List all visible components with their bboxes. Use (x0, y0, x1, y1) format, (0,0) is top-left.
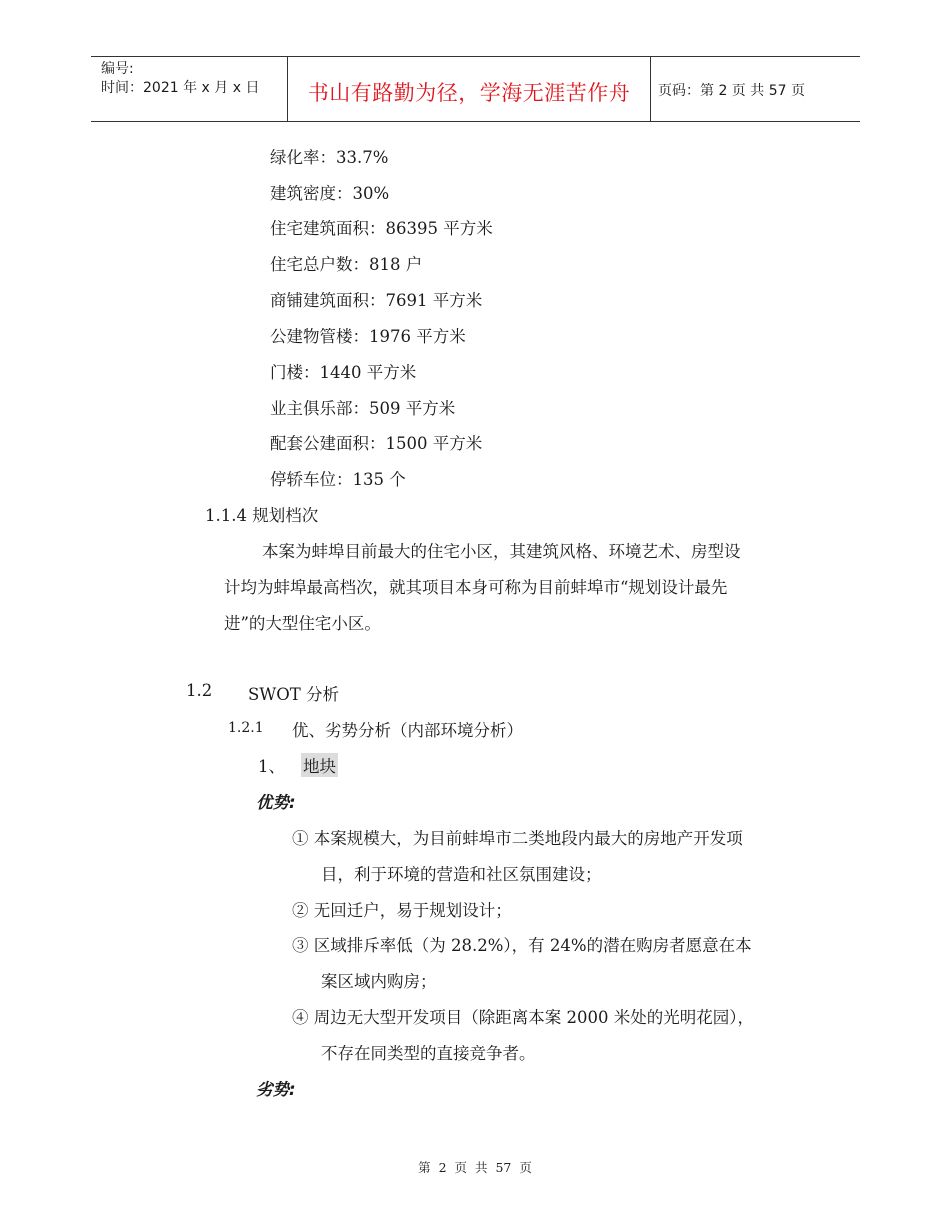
header-page-label: 页码：第 2 页 共 57 页 (658, 83, 805, 99)
advantage-line: ② 无回迁户，易于规划设计； (292, 901, 512, 920)
advantage-line: 目，利于环境的营造和社区氛围建设； (321, 865, 602, 884)
header-motto: 书山有路勤为径，学海无涯苦作舟 (307, 81, 631, 105)
stat-line: 公建物管楼：1976 平方米 (270, 327, 466, 346)
section-title-1-2: SWOT 分析 (248, 685, 340, 704)
stat-line: 停轿车位：135 个 (270, 470, 406, 489)
section-heading-1-1-4: 1.1.4 规划档次 (205, 506, 319, 525)
page-footer: 第 2 页 共 57 页 (418, 1160, 532, 1175)
advantage-line: 不存在同类型的直接竞争者。 (321, 1044, 536, 1063)
section-number-1-2: 1.2 (186, 681, 213, 700)
stat-line: 门楼：1440 平方米 (270, 363, 417, 382)
stat-line: 商铺建筑面积：7691 平方米 (270, 291, 483, 310)
advantages-label: 优势: (256, 793, 296, 812)
stat-line: 住宅建筑面积：86395 平方米 (270, 219, 493, 238)
header-divider-right (650, 57, 651, 121)
section-number-1-2-1: 1.2.1 (228, 720, 264, 736)
paragraph-line: 进”的大型住宅小区。 (224, 614, 381, 633)
header-meta (101, 60, 259, 98)
paragraph-line: 计均为蚌埠最高档次，就其项目本身可称为目前蚌埠市“规划设计最先 (224, 578, 728, 597)
item-number: 1、 (258, 757, 285, 776)
header-bottom-rule (91, 121, 860, 122)
stat-line: 业主俱乐部：509 平方米 (270, 399, 456, 418)
advantage-line: 案区域内购房； (321, 972, 437, 991)
advantage-line: ① 本案规模大，为目前蚌埠市二类地段内最大的房地产开发项 (292, 829, 743, 848)
number-label: 编号: (101, 61, 134, 77)
advantage-line: ④ 周边无大型开发项目（除距离本案 2000 米处的光明花园）， (292, 1008, 754, 1027)
disadvantages-label: 劣势: (256, 1080, 296, 1099)
stat-line: 住宅总户数：818 户 (270, 255, 423, 274)
item-title-highlighted: 地块 (301, 753, 338, 777)
header-top-rule (91, 56, 860, 57)
section-title-1-2-1: 优、劣势分析（内部环境分析） (292, 721, 523, 740)
time-label: 时间：2021 年 x 月 x 日 (101, 80, 260, 96)
stat-line: 建筑密度：30% (270, 184, 390, 203)
stat-line: 配套公建面积：1500 平方米 (270, 434, 483, 453)
paragraph-line: 本案为蚌埠目前最大的住宅小区，其建筑风格、环境艺术、房型设 (262, 542, 741, 561)
advantage-line: ③ 区域排斥率低（为 28.2%），有 24%的潜在购房者愿意在本 (292, 936, 752, 955)
stat-line: 绿化率：33.7% (270, 148, 389, 167)
